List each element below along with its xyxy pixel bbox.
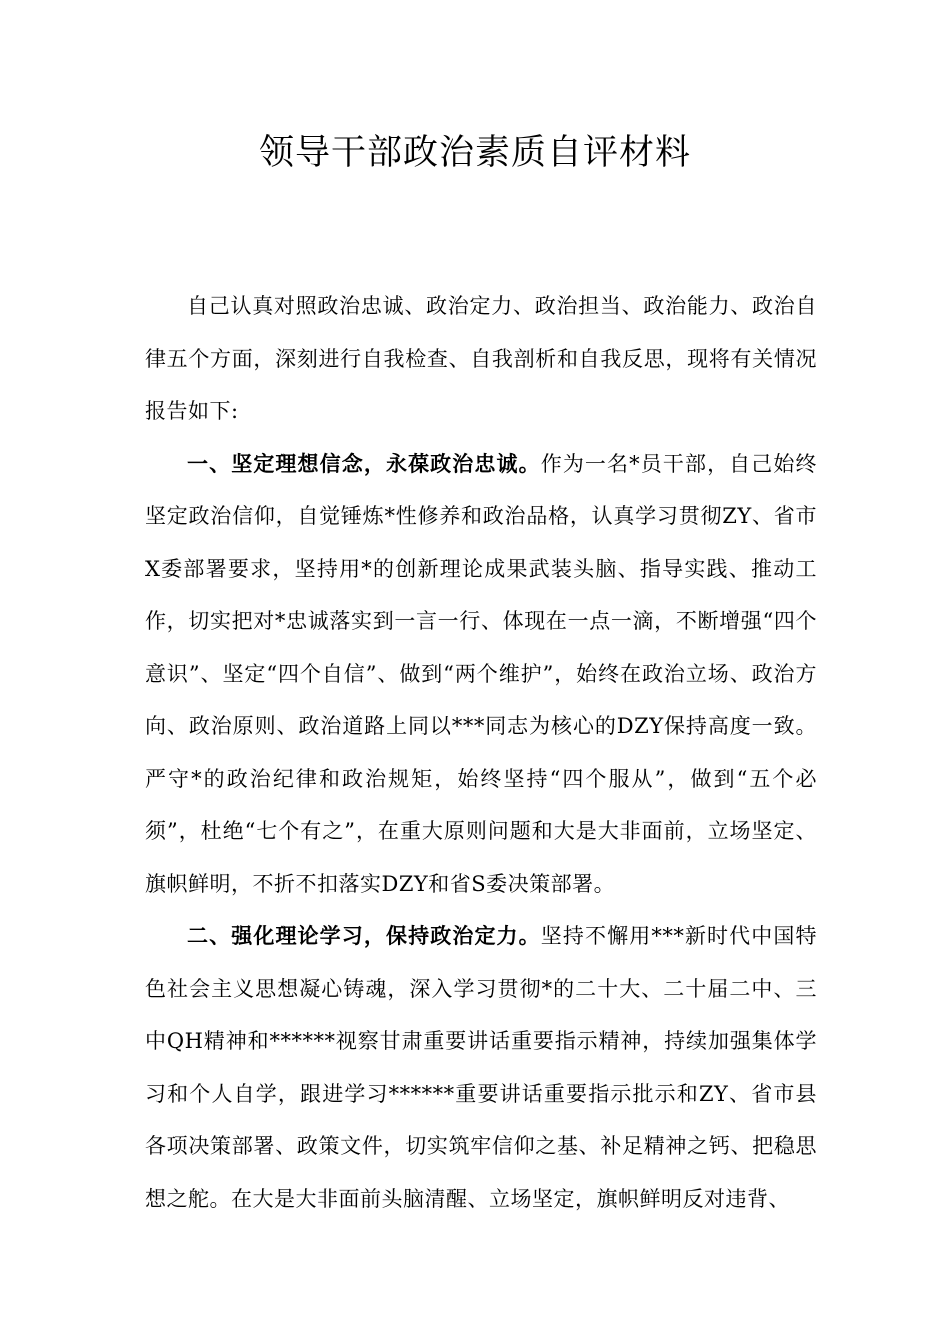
intro-paragraph (145, 280, 817, 438)
paragraph-text: 作为一名*员干部，自己始终坚定政治信仰，自觉锤炼*性修养和政治品格，认真学习贯彻ZY、省市X委部署要求，坚持用*的创新理论成果武装头脑、指导实践、推动工作，切实把对*忠诚落实到一言一行、体现在一点一滴，不断增强“四个意识”、坚定“四个自信”、做到“两个维护”，始终在政治立场、政治方向、政治原则、政治道路上同以***同志为核心的DZY保持高度一致。严守*的政治纪律和政治规矩，始终坚持“四个服从”，做到“五个必须”，杜绝“七个有之”，在重大原则问题和大是大非面前，立场坚定、旗帜鲜明，不折不扣落实DZY和省S委决策部署。 (145, 451, 818, 896)
section-one-paragraph (145, 438, 817, 911)
section-two-paragraph (145, 910, 817, 1225)
paragraph-text: 自己认真对照政治忠诚、政治定力、政治担当、政治能力、政治自律五个方面，深刻进行自我检查、自我剖析和自我反思，现将有关情况报告如下: (145, 294, 817, 423)
paragraph-text: 坚持不懈用***新时代中国特色社会主义思想凝心铸魂，深入学习贯彻*的二十大、二十届二中、三中QH精神和******视察甘肃重要讲话重要指示精神，持续加强集体学习和个人自学，跟进学习******重要讲话重要指示批示和ZY、省市县各项决策部署、政策文件，切实筑牢信仰之基、补足精神之钙、把稳思想之舵。在大是大非面前头脑清醒、立场坚定，旗帜鲜明反对违背、 (145, 924, 818, 1211)
document-body (145, 280, 817, 1225)
section-heading: 一、坚定理想信念，永葆政治忠诚。 (187, 450, 541, 476)
section-heading: 二、强化理论学习，保持政治定力。 (187, 923, 541, 948)
document-title: 领导干部政治素质自评材料 (258, 133, 691, 173)
